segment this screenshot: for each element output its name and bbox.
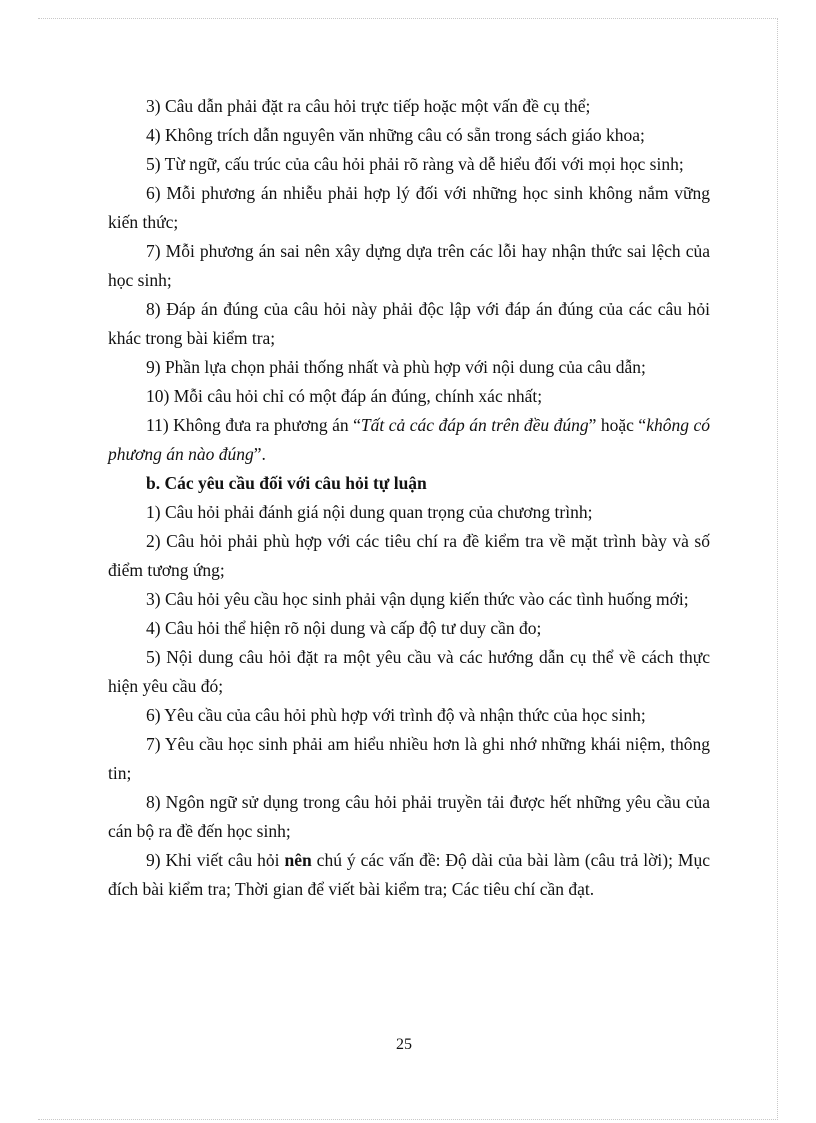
list-item-a8: 8) Đáp án đúng của câu hỏi này phải độc lập với đáp án đúng của các câu hỏi khác trong bài kiểm tra;	[108, 299, 710, 348]
list-item-a11	[108, 411, 710, 469]
list-item-b7: 7) Yêu cầu học sinh phải am hiểu nhiều hơn là ghi nhớ những khái niệm, thông tin;	[108, 734, 710, 783]
list-item-b8: 8) Ngôn ngữ sử dụng trong câu hỏi phải truyền tải được hết những yêu cầu của cán bộ ra đề đến học sinh;	[108, 792, 710, 841]
list-item-b3: 3) Câu hỏi yêu cầu học sinh phải vận dụng kiến thức vào các tình huống mới;	[146, 589, 689, 609]
item-11-italic-option-1: Tất cả các đáp án trên đều đúng	[360, 415, 589, 435]
list-item-a10: 10) Mỗi câu hỏi chỉ có một đáp án đúng, chính xác nhất;	[146, 386, 543, 406]
item-b9-bold-word: nên	[284, 850, 312, 870]
list-item-a7: 7) Mỗi phương án sai nên xây dựng dựa trên các lỗi hay nhận thức sai lệch của học sinh;	[108, 241, 710, 290]
section-b-heading: b. Các yêu cầu đối với câu hỏi tự luận	[146, 473, 427, 493]
document-body	[108, 92, 710, 904]
list-item-b9	[108, 846, 710, 904]
list-item-a4: 4) Không trích dẫn nguyên văn những câu có sẵn trong sách giáo khoa;	[146, 125, 645, 145]
list-item-b1: 1) Câu hỏi phải đánh giá nội dung quan trọng của chương trình;	[146, 502, 593, 522]
list-item-b6: 6) Yêu cầu của câu hỏi phù hợp với trình độ và nhận thức của học sinh;	[146, 705, 646, 725]
list-item-b2: 2) Câu hỏi phải phù hợp với các tiêu chí ra đề kiểm tra về mặt trình bày và số điểm tương ứng;	[108, 531, 710, 580]
item-11-text-after: ”.	[253, 444, 266, 464]
list-item-b5: 5) Nội dung câu hỏi đặt ra một yêu cầu và các hướng dẫn cụ thể về cách thực hiện yêu cầu đó;	[108, 647, 710, 696]
item-11-text-before: 11) Không đưa ra phương án “	[146, 415, 361, 435]
page-number: 25	[396, 1036, 412, 1053]
item-b9-text-before: 9) Khi viết câu hỏi	[146, 850, 285, 870]
list-item-a9: 9) Phần lựa chọn phải thống nhất và phù hợp với nội dung của câu dẫn;	[146, 357, 646, 377]
list-item-a3: 3) Câu dẫn phải đặt ra câu hỏi trực tiếp hoặc một vấn đề cụ thể;	[146, 96, 591, 116]
list-item-a5: 5) Từ ngữ, cấu trúc của câu hỏi phải rõ ràng và dễ hiểu đối với mọi học sinh;	[146, 154, 684, 174]
item-11-text-middle: ” hoặc “	[588, 415, 647, 435]
item-b9-text-after: chú ý các vấn đề: Độ dài của bài làm (câu trả lời); Mục đích bài kiểm tra; Thời gian để viết bài kiểm tra; Các tiêu chí cần đạt.	[108, 850, 710, 899]
list-item-a6: 6) Mỗi phương án nhiễu phải hợp lý đối với những học sinh không nắm vững kiến thức;	[108, 183, 710, 232]
item-11-italic-option-2: không có phương án nào đúng	[108, 415, 710, 464]
list-item-b4: 4) Câu hỏi thể hiện rõ nội dung và cấp độ tư duy cần đo;	[146, 618, 542, 638]
